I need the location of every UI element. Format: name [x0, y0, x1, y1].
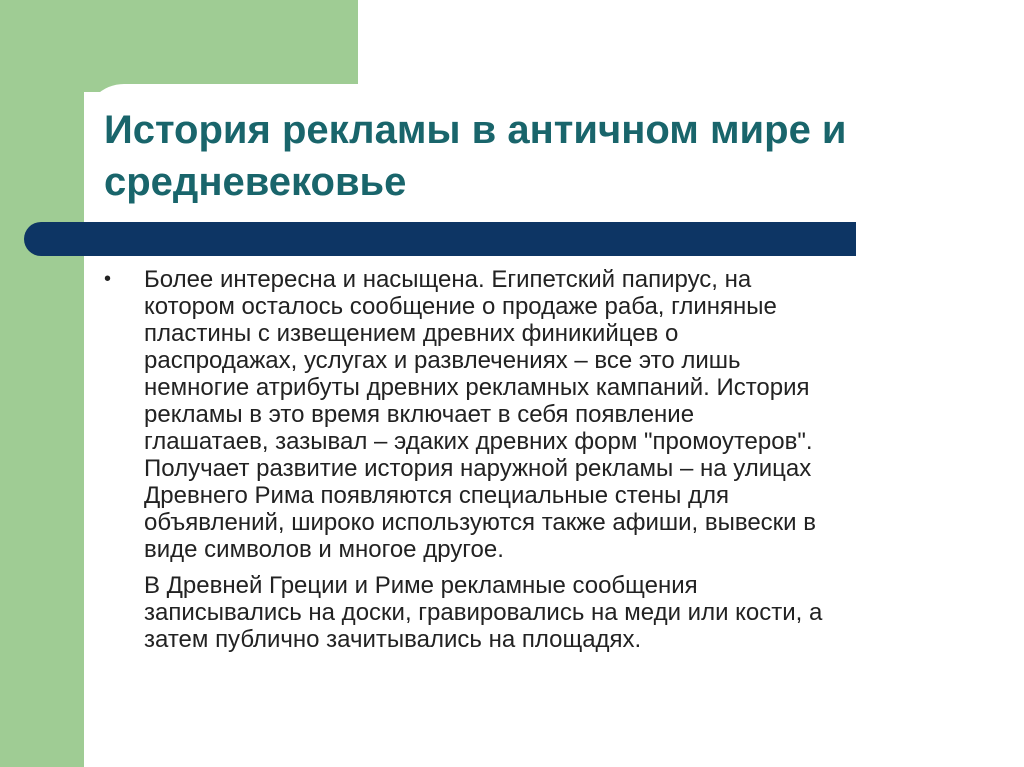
decorative-green-left-strip [0, 0, 84, 767]
title-divider-bar [24, 222, 856, 256]
paragraph-line: Более интересна и насыщена. Египетский папирус, на [144, 266, 752, 293]
paragraph-line: глашатаев, зазывал – эдаких древних форм "промоутеров". [144, 428, 813, 455]
paragraph-line: Древнего Рима появляются специальные стены для [144, 482, 729, 509]
paragraph-line: котором осталось сообщение о продаже раба, глиняные [144, 293, 777, 320]
paragraph-line: распродажах, услугах и развлечениях – все это лишь [144, 347, 741, 374]
paragraph-line: записывались на доски, гравировались на меди или кости, а [144, 599, 823, 626]
slide-title [104, 104, 984, 208]
paragraph-line: В Древней Греции и Риме рекламные сообщения [144, 572, 698, 599]
paragraph-line: объявлений, широко используются также афиши, вывески в [144, 509, 816, 536]
slide-body [102, 266, 962, 653]
slide-title-line-1: История рекламы в античном мире и [104, 108, 847, 152]
bullet-dot-icon: • [104, 268, 112, 290]
paragraph-line: затем публично зачитывались на площадях. [144, 626, 642, 653]
paragraph-line: немногие атрибуты древних рекламных кампаний. История [144, 374, 810, 401]
paragraph-line: рекламы в это время включает в себя появление [144, 401, 695, 428]
paragraph-line: пластины с извещением древних финикийцев о [144, 320, 679, 347]
paragraph-line: Получает развитие история наружной рекламы – на улицах [144, 455, 812, 482]
slide-title-line-2: средневековье [104, 160, 407, 204]
continuation-paragraph [102, 572, 962, 653]
bullet-paragraph [102, 266, 962, 563]
paragraph-line: виде символов и многое другое. [144, 536, 504, 563]
